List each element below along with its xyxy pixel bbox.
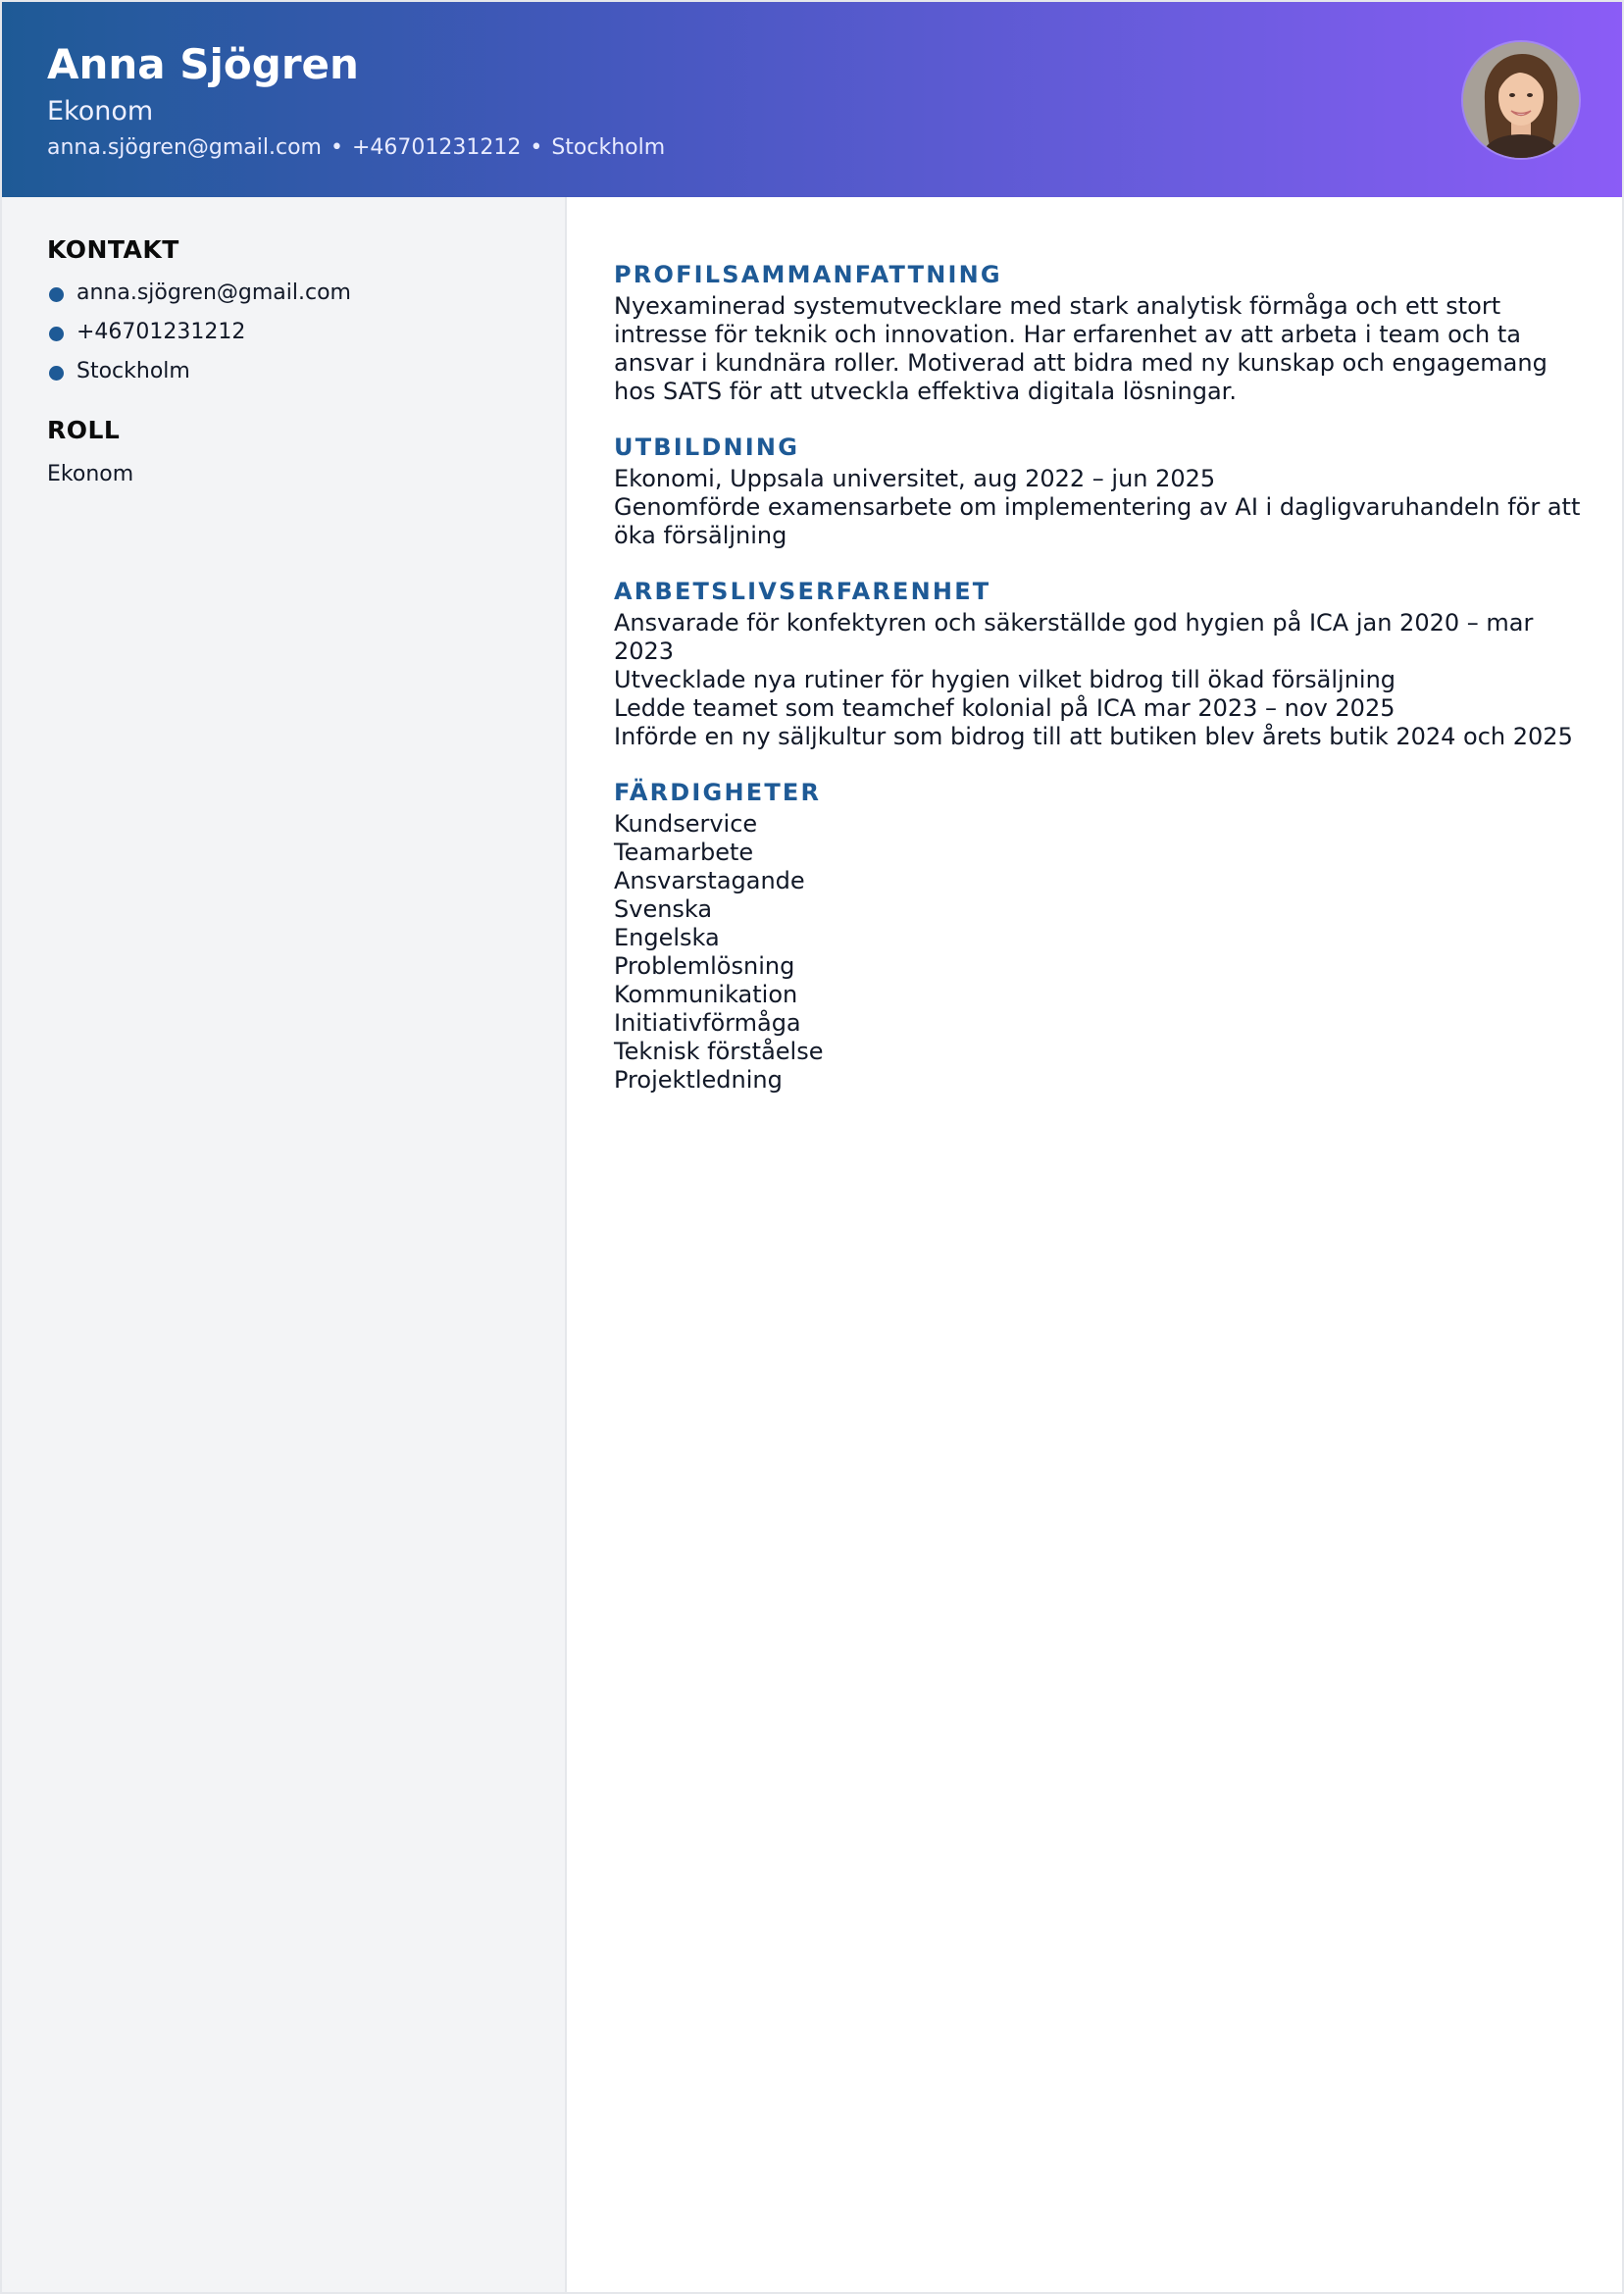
skill-item: Teknisk förståelse bbox=[614, 1038, 824, 1065]
experience-line: Utvecklade nya rutiner för hygien vilket bidrog till ökad försäljning bbox=[614, 666, 1396, 693]
education-line: Ekonomi, Uppsala universitet, aug 2022 – jun 2025 bbox=[614, 465, 1216, 492]
header-city: Stockholm bbox=[551, 135, 666, 160]
skill-item: Initiativförmåga bbox=[614, 1009, 801, 1037]
contact-item-phone bbox=[47, 313, 351, 352]
skill-item: Kommunikation bbox=[614, 981, 798, 1008]
header-email: anna.sjögren@gmail.com bbox=[47, 135, 322, 160]
skills-list bbox=[614, 810, 1585, 1095]
experience-line: Införde en ny säljkultur som bidrog till att butiken blev årets butik 2024 och 2025 bbox=[614, 723, 1573, 750]
header-separator: • bbox=[330, 135, 343, 160]
skill-item: Projektledning bbox=[614, 1066, 783, 1094]
candidate-title: Ekonom bbox=[47, 96, 154, 127]
education-body bbox=[614, 465, 1585, 550]
role-value: Ekonom bbox=[47, 462, 134, 486]
contact-item-email bbox=[47, 274, 351, 313]
skill-item: Engelska bbox=[614, 924, 720, 951]
contact-email-text: anna.sjögren@gmail.com bbox=[76, 280, 351, 305]
header-separator: • bbox=[530, 135, 543, 160]
experience-section bbox=[614, 576, 1585, 751]
skill-item: Ansvarstagande bbox=[614, 867, 805, 894]
skill-item: Kundservice bbox=[614, 810, 758, 838]
experience-line: Ansvarade för konfektyren och säkerställde god hygien på ICA jan 2020 – mar 2023 bbox=[614, 609, 1534, 665]
profile-section bbox=[614, 259, 1585, 406]
avatar-portrait-icon bbox=[1463, 42, 1579, 158]
contact-city-text: Stockholm bbox=[76, 359, 190, 383]
contact-item-city bbox=[47, 352, 351, 391]
contact-phone-text: +46701231212 bbox=[76, 320, 246, 344]
avatar bbox=[1463, 42, 1579, 158]
skill-item: Svenska bbox=[614, 895, 713, 923]
sidebar bbox=[2, 197, 567, 2294]
contact-heading: KONTAKT bbox=[47, 235, 179, 264]
skills-heading: FÄRDIGHETER bbox=[614, 779, 822, 806]
role-heading: ROLL bbox=[47, 416, 121, 444]
skills-section bbox=[614, 777, 1585, 1095]
education-section bbox=[614, 432, 1585, 550]
main-content bbox=[614, 259, 1585, 1120]
skill-item: Problemlösning bbox=[614, 952, 795, 980]
education-line: Genomförde examensarbete om implementering av AI i dagligvaruhandeln för att öka försäljning bbox=[614, 493, 1581, 549]
candidate-name: Anna Sjögren bbox=[47, 40, 359, 88]
contact-list bbox=[47, 274, 351, 391]
bullet-dot-icon bbox=[49, 366, 64, 381]
education-heading: UTBILDNING bbox=[614, 433, 800, 461]
experience-line: Ledde teamet som teamchef kolonial på ICA mar 2023 – nov 2025 bbox=[614, 694, 1396, 722]
bullet-dot-icon bbox=[49, 327, 64, 341]
profile-text: Nyexaminerad systemutvecklare med stark analytisk förmåga och ett stort intresse för teknik och innovation. Har erfarenhet av att arbeta i team och ta ansvar i kundnära roller. Motiverad att bidra med ny kunskap och engagemang hos SATS för att utveckla effektiva digitala lösningar. bbox=[614, 292, 1548, 405]
header-contact-line bbox=[47, 133, 665, 163]
skill-item: Teamarbete bbox=[614, 839, 754, 866]
experience-heading: ARBETSLIVSERFARENHET bbox=[614, 578, 991, 605]
profile-heading: PROFILSAMMANFATTNING bbox=[614, 261, 1002, 288]
bullet-dot-icon bbox=[49, 287, 64, 302]
header-phone: +46701231212 bbox=[351, 135, 522, 160]
resume-header bbox=[2, 2, 1622, 197]
experience-body bbox=[614, 609, 1585, 751]
